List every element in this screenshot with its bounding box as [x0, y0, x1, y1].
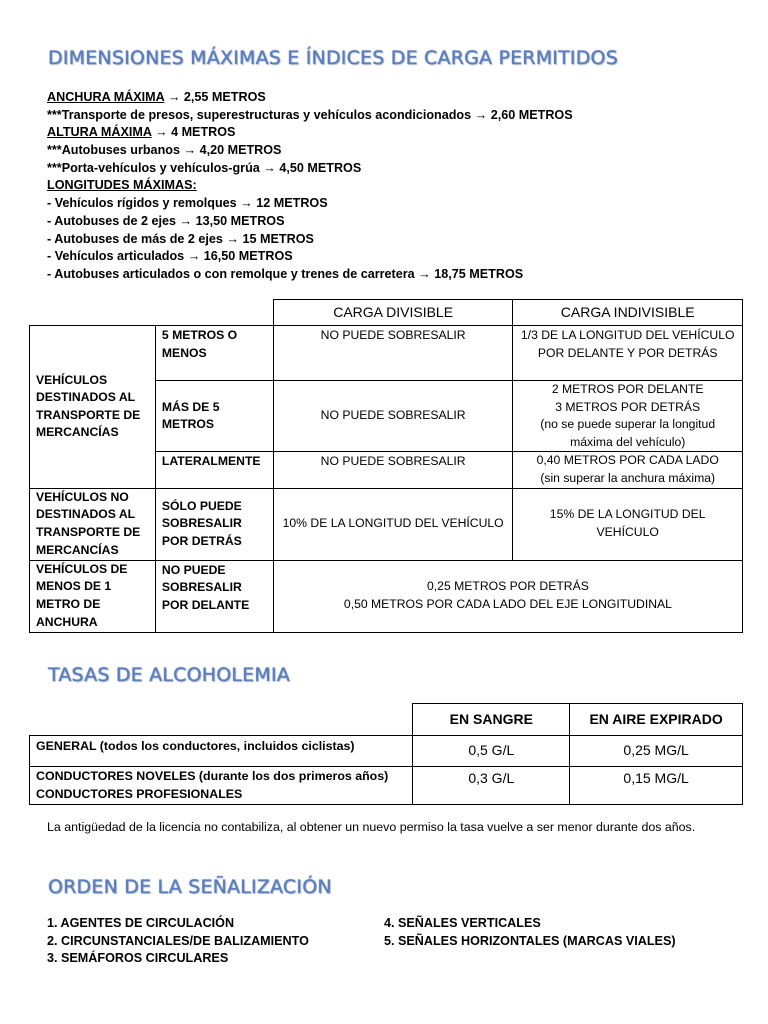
dimension-label: ANCHURA MÁXIMA [47, 90, 165, 104]
indivisible-line: (sin superar la anchura máxima) [540, 470, 716, 485]
breath-rate: 0,25 MG/L [570, 736, 743, 767]
dimension-item [47, 160, 573, 178]
indivisible-cell: 15% DE LA LONGITUD DEL VEHÍCULO [513, 488, 743, 560]
breath-rate: 0,15 MG/L [570, 767, 743, 805]
row-label [30, 736, 413, 767]
indivisible-line: (no se puede superar la longitud máxima del vehículo) [540, 417, 716, 449]
dimension-item [47, 266, 573, 284]
indivisible-line: 0,40 METROS POR CADA LADO [536, 453, 719, 468]
column-header-breath: EN AIRE EXPIRADO [570, 704, 743, 736]
group-label: VEHÍCULOS NO DESTINADOS AL TRANSPORTE DE MERCANCÍAS [30, 488, 156, 560]
dimension-item [47, 213, 573, 231]
column-header-divisible: CARGA DIVISIBLE [273, 300, 513, 326]
table-corner [30, 300, 274, 326]
sub-label: NO PUEDE SOBRESALIR POR DELANTE [155, 560, 273, 632]
signal-order-title: ORDEN DE LA SEÑALIZACIÓN [48, 876, 332, 898]
arrow-icon: → [226, 231, 240, 246]
dimension-value: 2,60 METROS [490, 107, 573, 122]
divisible-cell: 10% DE LA LONGITUD DEL VEHÍCULO [273, 488, 513, 560]
combined-cell [273, 560, 742, 632]
order-list-right [384, 915, 676, 950]
dimension-label: ***Autobuses urbanos [47, 143, 180, 158]
arrow-icon: → [240, 196, 253, 211]
column-header-blood: EN SANGRE [413, 704, 570, 736]
arrow-icon: → [167, 90, 181, 104]
dimension-label: - Vehículos rígidos y remolques [47, 196, 237, 211]
page-title: DIMENSIONES MÁXIMAS E ÍNDICES DE CARGA PERMITIDOS [48, 47, 618, 69]
divisible-cell: NO PUEDE SOBRESALIR [273, 452, 513, 488]
dimensions-list [47, 89, 573, 284]
arrow-icon: → [179, 213, 193, 228]
license-note: La antigüedad de la licencia no contabiliza, al obtener un nuevo permiso la tasa vuelve a ser menor durante dos años. [47, 820, 696, 834]
indivisible-cell [513, 452, 743, 488]
dimension-value: 4,50 METROS [279, 160, 362, 175]
arrow-icon: → [418, 266, 431, 281]
dimension-value: 12 METROS [256, 196, 328, 211]
indivisible-cell: 1/3 DE LA LONGITUD DEL VEHÍCULO POR DELANTE Y POR DETRÁS [513, 326, 743, 381]
combined-line: 0,25 METROS POR DETRÁS [427, 579, 589, 594]
dimension-label: ALTURA MÁXIMA [47, 125, 152, 140]
dimension-item [47, 142, 573, 160]
sub-label: MÁS DE 5 METROS [155, 381, 273, 452]
divisible-cell: NO PUEDE SOBRESALIR [273, 381, 513, 452]
order-item: 1. AGENTES DE CIRCULACIÓN [47, 916, 235, 930]
dimension-label: - Vehículos articulados [47, 249, 185, 264]
order-item: 5. SEÑALES HORIZONTALES (MARCAS VIALES) [384, 933, 676, 948]
order-list-left [47, 915, 309, 968]
dimension-item [47, 195, 573, 213]
order-item: 2. CIRCUNSTANCIALES/DE BALIZAMIENTO [47, 933, 309, 948]
indivisible-line: 2 METROS POR DELANTE [551, 382, 704, 396]
row-label-line: CONDUCTORES NOVELES (durante los dos primeros años) [36, 768, 389, 783]
dimension-item [47, 231, 573, 249]
arrow-icon: → [183, 143, 197, 158]
indivisible-cell [513, 381, 743, 452]
arrow-icon: → [263, 160, 276, 175]
dimension-value: 4 METROS [171, 125, 236, 140]
column-header-indivisible: CARGA INDIVISIBLE [513, 300, 743, 326]
row-label-line: GENERAL (todos los conductores, incluidos ciclistas) [36, 739, 355, 753]
dimension-label: ***Transporte de presos, superestructuras y vehículos acondicionados [47, 107, 472, 122]
dimension-label: - Autobuses articulados o con remolque y trenes de carretera [47, 266, 415, 281]
blood-rate: 0,5 G/L [413, 736, 570, 767]
group-label: VEHÍCULOS DESTINADOS AL TRANSPORTE DE MERCANCÍAS [30, 326, 156, 489]
table-corner [30, 704, 413, 736]
dimension-value: 4,20 METROS [199, 143, 282, 158]
order-item: 3. SEMÁFOROS CIRCULARES [47, 951, 229, 966]
group-label: VEHÍCULOS DE MENOS DE 1 METRO DE ANCHURA [30, 560, 156, 632]
dimension-value: 18,75 METROS [434, 266, 524, 281]
row-label [30, 767, 413, 805]
dimension-label: - Autobuses de 2 ejes [47, 213, 177, 228]
divisible-cell: NO PUEDE SOBRESALIR [273, 326, 513, 381]
sub-label: SÓLO PUEDE SOBRESALIR POR DETRÁS [155, 488, 273, 560]
order-item: 4. SEÑALES VERTICALES [384, 916, 541, 930]
sub-label: 5 METROS O MENOS [155, 326, 273, 381]
dimension-item [47, 89, 573, 107]
dimension-value: 16,50 METROS [203, 249, 293, 264]
dimension-label: ***Porta-vehículos y vehículos-grúa [47, 160, 260, 175]
arrow-icon: → [474, 107, 488, 122]
dimension-item [47, 248, 573, 266]
dimension-item [47, 177, 573, 195]
dimension-value: 15 METROS [242, 231, 314, 246]
dimension-label: LONGITUDES MÁXIMAS: [47, 178, 197, 193]
sub-label: LATERALMENTE [155, 452, 273, 488]
alcohol-section-title: TASAS DE ALCOHOLEMIA [48, 664, 290, 686]
dimension-label: - Autobuses de más de 2 ejes [47, 231, 223, 246]
blood-rate: 0,3 G/L [413, 767, 570, 805]
dimension-item [47, 107, 573, 125]
dimension-item [47, 124, 573, 142]
dimension-value: 2,55 METROS [183, 90, 266, 104]
dimension-value: 13,50 METROS [195, 213, 285, 228]
indivisible-line: 3 METROS POR DETRÁS [555, 399, 701, 414]
load-table [29, 299, 743, 633]
arrow-icon: → [154, 125, 168, 140]
combined-line: 0,50 METROS POR CADA LADO DEL EJE LONGITUDINAL [343, 597, 672, 612]
arrow-icon: → [187, 249, 201, 264]
alcohol-table [29, 703, 743, 805]
row-label-line: CONDUCTORES PROFESIONALES [36, 786, 243, 801]
